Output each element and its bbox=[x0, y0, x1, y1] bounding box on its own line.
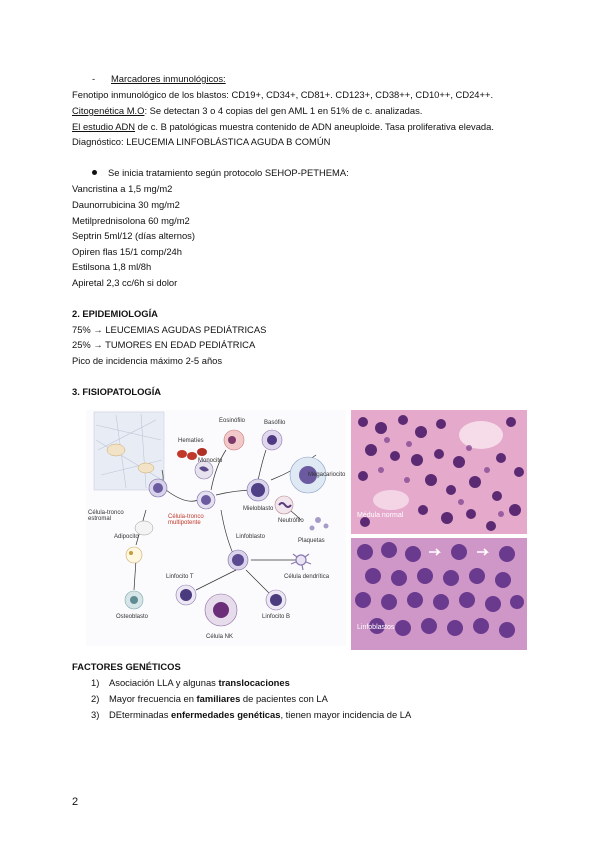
factor-bold: familiares bbox=[196, 693, 241, 704]
treatment-item: Vancristina a 1,5 mg/m2 bbox=[72, 183, 173, 194]
diagnostico-line: Diagnóstico: LEUCEMIA LINFOBLÁSTICA AGUDA B COMÚN bbox=[72, 136, 331, 147]
label-celula-nk: Célula NK bbox=[206, 634, 234, 640]
dot-bullet bbox=[92, 170, 97, 175]
factor-text: de pacientes con LA bbox=[240, 693, 328, 704]
micrograph-lymphoblasts bbox=[351, 538, 527, 650]
label-eosinofilo: Eosinófilo bbox=[219, 418, 246, 424]
citogenetica-label: Citogenética M.O bbox=[72, 105, 145, 116]
fenotipo-line: Fenotipo inmunológico de los blastos: CD19+, CD34+, CD81+. CD123+, CD38++, CD10++, CD24++. bbox=[72, 89, 494, 100]
factor-number: 3) bbox=[91, 709, 100, 720]
factor-item bbox=[109, 693, 328, 705]
factor-text: Asociación LLA y algunas bbox=[109, 677, 219, 688]
factor-text: DEterminadas bbox=[109, 709, 172, 720]
factor-number: 1) bbox=[91, 677, 100, 688]
factor-item bbox=[109, 709, 411, 721]
label-linfoblasto: Linfoblasto bbox=[236, 534, 266, 540]
label-celula-dendritica: Célula dendrítica bbox=[284, 574, 330, 580]
treatment-item: Metilprednisolona 60 mg/m2 bbox=[72, 215, 190, 226]
factor-item bbox=[109, 677, 290, 689]
label-monocito: Monocito bbox=[198, 458, 223, 464]
label-neutrofilo: Neutrófilo bbox=[278, 518, 304, 524]
label-plaquetas: Plaquetas bbox=[298, 538, 325, 544]
factores-heading: FACTORES GENÉTICOS bbox=[72, 661, 181, 672]
factor-bold: translocaciones bbox=[218, 677, 290, 688]
treatment-item: Daunorrubicina 30 mg/m2 bbox=[72, 199, 180, 210]
label-celula-tronco-estromal: Célula-tronco estromal bbox=[88, 510, 124, 522]
adn-text: de c. B patológicas muestra contenido de ADN aneuploide. Tasa proliferativa elevada. bbox=[135, 121, 494, 132]
fisiopatologia-heading: 3. FISIOPATOLOGÍA bbox=[72, 386, 162, 397]
citogenetica-text: : Se detectan 3 o 4 copias del gen AML 1 en 51% de c. analizadas. bbox=[144, 105, 423, 116]
citogenetica-line bbox=[72, 105, 422, 117]
markers-title: Marcadores inmunológicos: bbox=[111, 73, 226, 84]
treatment-intro: Se inicia tratamiento según protocolo SEHOP-PETHEMA: bbox=[108, 167, 349, 178]
epidemiologia-line: 25% → TUMORES EN EDAD PEDIÁTRICA bbox=[72, 339, 256, 350]
factor-bold: enfermedades genéticas bbox=[171, 709, 281, 720]
label-celula-tronco-multipotente: Célula-tronco multipotente bbox=[168, 514, 204, 526]
label-hematies: Hematíes bbox=[178, 438, 204, 444]
label-linfocito-t: Linfocito T bbox=[166, 574, 194, 580]
epidemiologia-line: 75% → LEUCEMIAS AGUDAS PEDIÁTRICAS bbox=[72, 324, 267, 335]
label-basofilo: Basófilo bbox=[264, 420, 286, 426]
factor-text: Mayor frecuencia en bbox=[109, 693, 197, 704]
adn-label: El estudio ADN bbox=[72, 121, 136, 132]
epidemiologia-heading: 2. EPIDEMIOLOGÍA bbox=[72, 308, 158, 319]
factor-text: , tienen mayor incidencia de LA bbox=[280, 709, 412, 720]
label-linfocito-b: Linfocito B bbox=[262, 614, 291, 620]
hematopoiesis-diagram bbox=[86, 410, 346, 646]
adn-line bbox=[72, 121, 494, 133]
micrograph-normal-marrow bbox=[351, 410, 527, 534]
dash-bullet: - bbox=[92, 73, 96, 84]
page-number: 2 bbox=[72, 796, 79, 808]
label-adipocito: Adipocito bbox=[114, 534, 139, 540]
treatment-item: Estilsona 1,8 ml/8h bbox=[72, 261, 152, 272]
epidemiologia-line: Pico de incidencia máximo 2-5 años bbox=[72, 355, 223, 366]
label-medula-normal: Médula normal bbox=[357, 512, 404, 519]
treatment-item: Septrin 5ml/12 (días alternos) bbox=[72, 230, 195, 241]
factor-number: 2) bbox=[91, 693, 100, 704]
label-linfoblastos: Linfoblastos bbox=[357, 624, 395, 631]
treatment-item: Apiretal 2,3 cc/6h si dolor bbox=[72, 277, 178, 288]
label-mieloblasto: Mieloblasto bbox=[243, 506, 274, 512]
label-megacariocito: Megacariocito bbox=[308, 472, 346, 478]
label-osteoblasto: Osteoblasto bbox=[116, 614, 149, 620]
treatment-item: Opiren flas 15/1 comp/24h bbox=[72, 246, 182, 257]
